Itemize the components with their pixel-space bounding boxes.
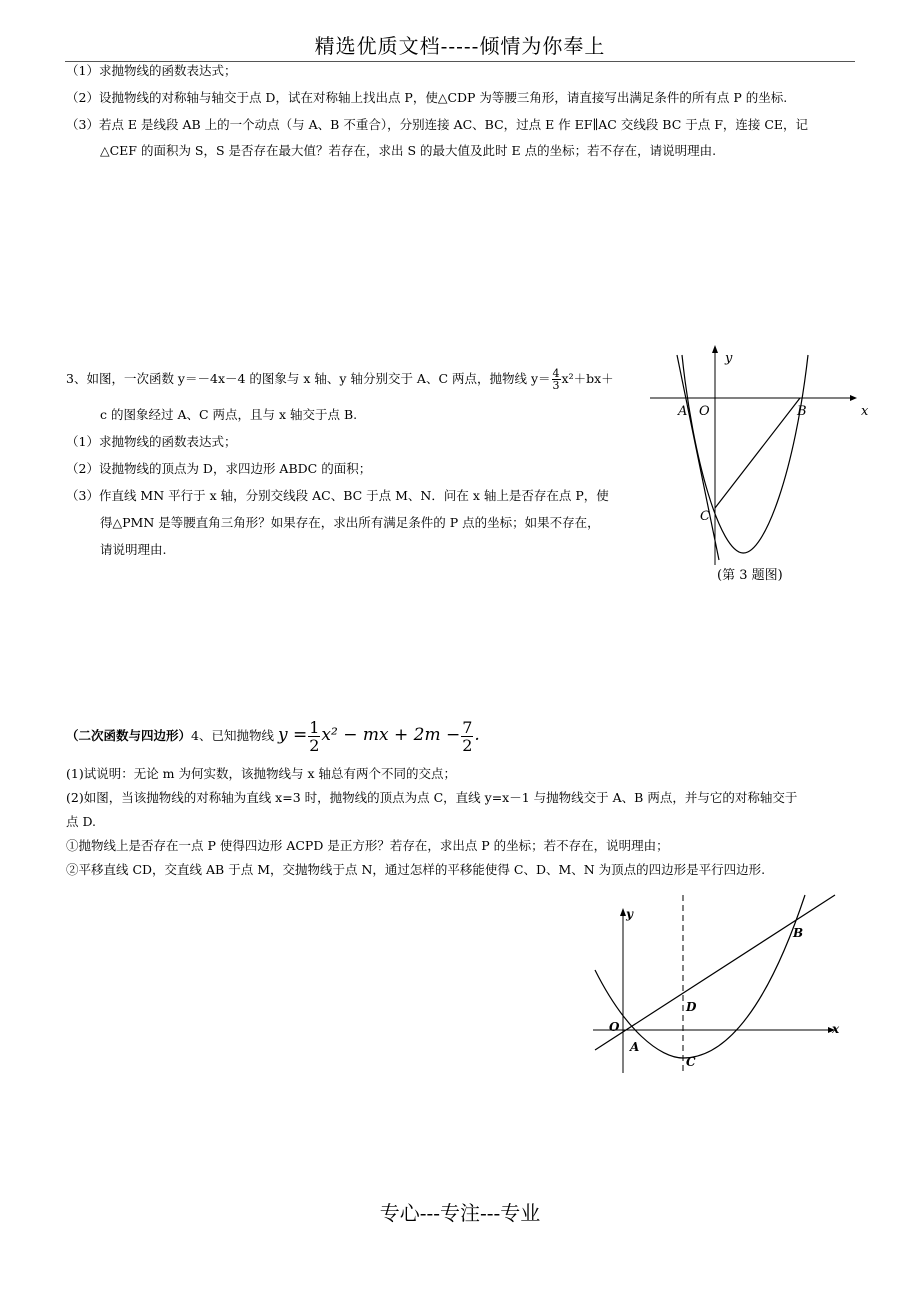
q3-figure [645, 340, 875, 590]
q3-label-b: B [797, 404, 807, 419]
q4-label-a: A [630, 1040, 640, 1054]
q4-intro: 4、已知抛物线 [191, 728, 274, 743]
q4-part2-line1: (2)如图，当该抛物线的对称轴为直线 x=3 时，抛物线的顶点为点 C，直线 y=x－1 与抛物线交于 A、B 两点，并与它的对称轴交于 [66, 790, 798, 805]
q3-part1: （1）求抛物线的函数表达式； [66, 434, 237, 449]
q3-label-a: A [678, 404, 688, 419]
q4-eq-frac2 [461, 719, 473, 754]
q3-label-x: x [861, 404, 869, 419]
q3-part2: （2）设抛物线的顶点为 D，求四边形 ABDC 的面积； [66, 461, 372, 476]
q4-sub1: ①抛物线上是否存在一点 P 使得四边形 ACPD 是正方形？若存在，求出点 P 的坐标；若不存在，说明理由； [66, 838, 669, 853]
q4-sub2: ②平移直线 CD，交直线 AB 于点 M，交抛物线于点 N，通过怎样的平移能使得 C、D、M、N 为顶点的四边形是平行四边形. [66, 862, 766, 877]
q4-eq-y: y = [277, 725, 308, 745]
q3-label-o: O [699, 404, 710, 419]
q3-label-y: y [725, 351, 733, 366]
q4-eq-mid: x² − mx + 2m − [321, 725, 461, 745]
page-footer: 专心---专注---专业 [379, 1201, 541, 1225]
q3-intro-line2: c 的图象经过 A、C 两点，且与 x 轴交于点 B. [100, 407, 358, 422]
q3-intro-text-b: x²＋bx＋ [561, 371, 614, 386]
q4-label-b: B [793, 926, 804, 940]
q3-part3-line3: 请说明理由. [100, 542, 167, 557]
q4-eq-frac2-den: 2 [462, 736, 473, 755]
page-header-title: 精选优质文档-----倾情为你奉上 [314, 34, 606, 58]
q4-eq-frac1-num: 1 [309, 718, 320, 737]
q4-heading: （二次函数与四边形） [66, 728, 192, 743]
q4-eq-frac1-den: 2 [309, 736, 320, 755]
q4-label-o: O [609, 1020, 620, 1034]
q3-frac-den: 3 [552, 379, 560, 392]
q2-part3-line1: （3）若点 E 是线段 AB 上的一个动点（与 A、B 不重合），分别连接 AC、BC，过点 E 作 EF∥AC 交线段 BC 于点 F，连接 CE，记 [66, 117, 809, 132]
q2-part2: （2）设抛物线的对称轴与轴交于点 D，试在对称轴上找出点 P，使△CDP 为等腰三角形，请直接写出满足条件的所有点 P 的坐标. [66, 90, 788, 105]
q3-caption: (第 3 题图) [717, 568, 783, 583]
q4-label-x: x [832, 1022, 840, 1036]
q4-eq-end: . [474, 725, 480, 745]
q4-label-c: C [686, 1055, 696, 1069]
q2-part1: （1）求抛物线的函数表达式； [66, 63, 237, 78]
q4-eq-frac2-num: 7 [462, 718, 473, 737]
q3-fraction [552, 368, 561, 391]
q3-x-arrow [850, 395, 857, 401]
q3-frac-num: 4 [552, 367, 560, 380]
q4-label-y: y [626, 907, 633, 921]
q4-figure [585, 890, 845, 1085]
q4-label-d: D [686, 1000, 697, 1014]
q4-part1: (1)试说明：无论 m 为何实数，该抛物线与 x 轴总有两个不同的交点； [66, 766, 457, 781]
q3-line-bc [715, 398, 800, 508]
q3-y-arrow [712, 345, 718, 353]
q3-intro-text-a: 3、如图，一次函数 y＝－4x－4 的图象与 x 轴、y 轴分别交于 A、C 两点，抛物线 y＝ [66, 371, 551, 386]
q3-part3-line2: 得△PMN 是等腰直角三角形？如果存在，求出所有满足条件的 P 点的坐标；如果不存在， [100, 515, 600, 530]
q4-part2-line2: 点 D. [66, 814, 97, 829]
q3-label-c: C [700, 509, 710, 524]
q3-part3-line1: （3）作直线 MN 平行于 x 轴，分别交线段 AC、BC 于点 M、N．问在 x 轴上是否存在点 P，使 [66, 488, 609, 503]
q3-intro-line1 [66, 366, 614, 392]
q2-part3-line2: △CEF 的面积为 S，S 是否存在最大值？若存在，求出 S 的最大值及此时 E 点的坐标；若不存在，请说明理由. [100, 143, 717, 158]
q4-intro-line [66, 713, 480, 757]
q4-eq-frac1 [308, 719, 320, 754]
